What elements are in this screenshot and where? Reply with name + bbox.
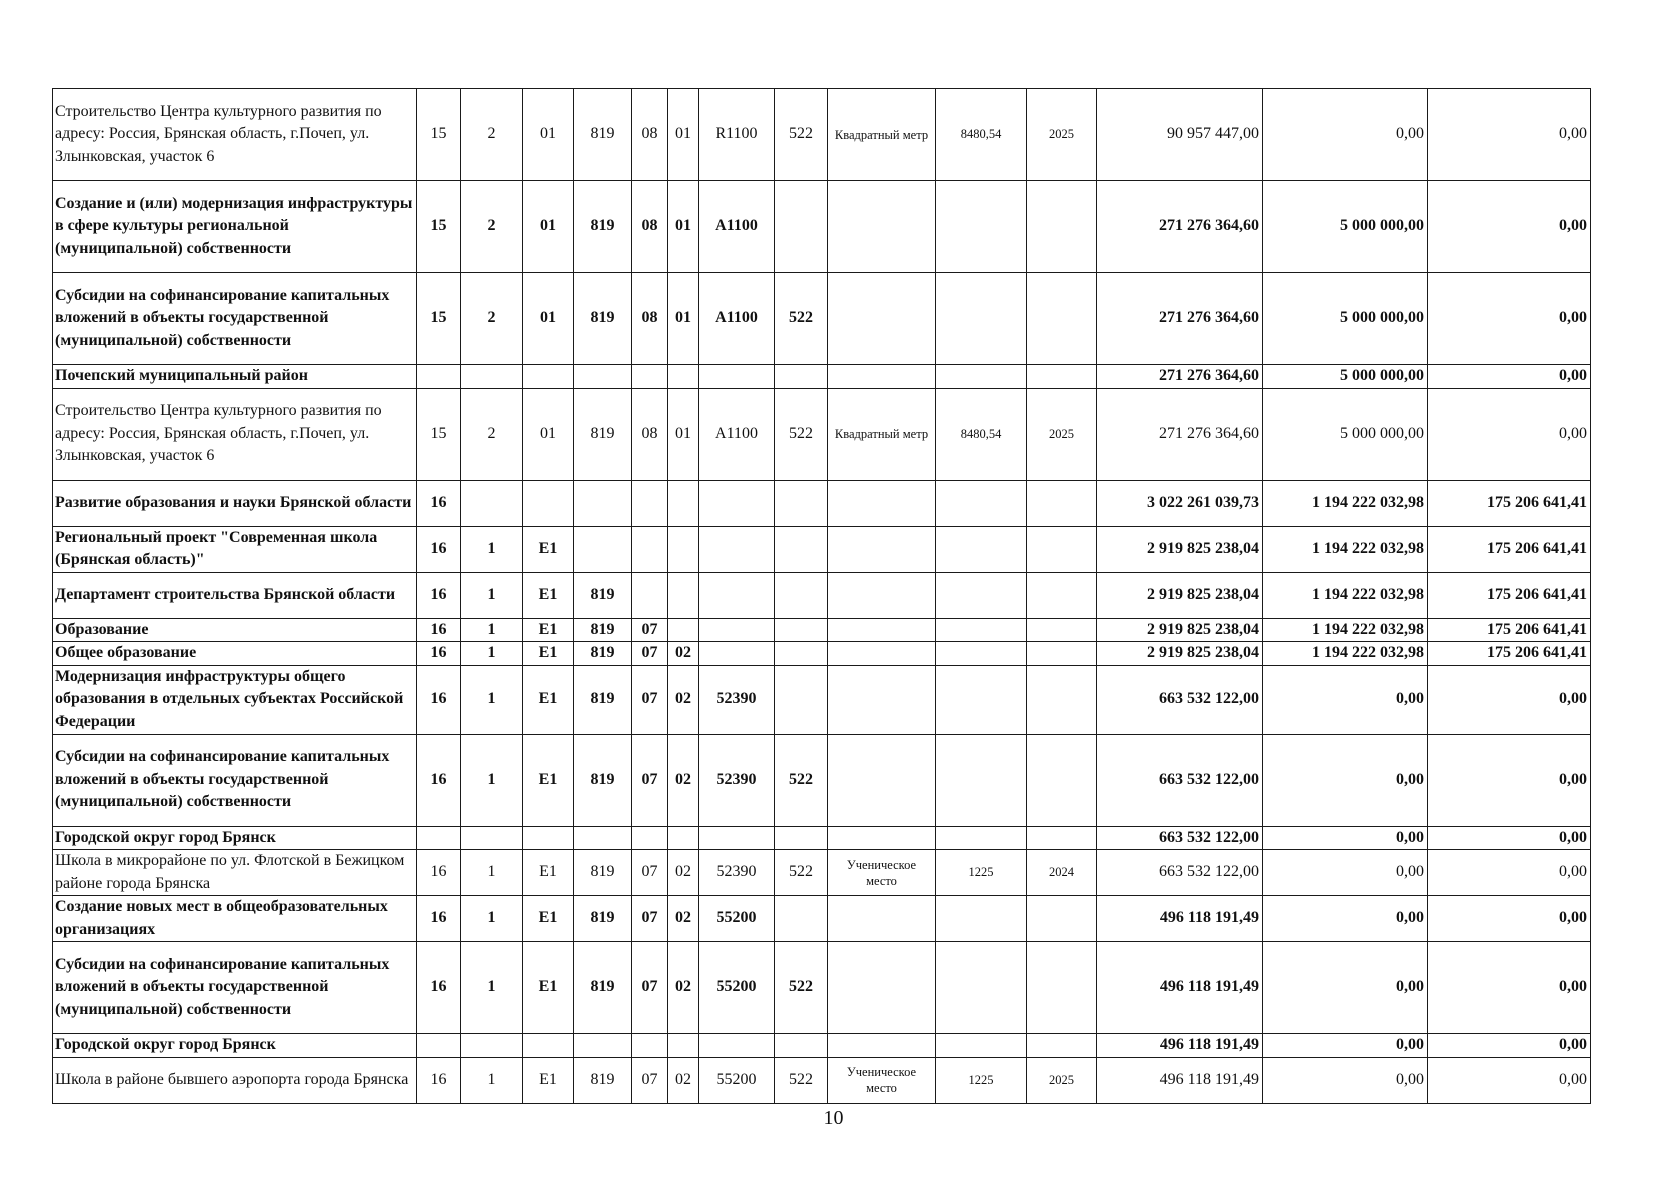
table-row [53, 734, 1591, 826]
cell-program: 16 [417, 665, 461, 734]
cell-rz: 07 [632, 618, 668, 642]
cell-unit [828, 826, 936, 850]
cell-gr: 819 [574, 273, 632, 365]
cell-pr: 01 [668, 388, 699, 480]
cell-sum-3: 0,00 [1428, 826, 1591, 850]
cell-sum-3: 0,00 [1428, 273, 1591, 365]
cell-subprogram: 1 [461, 665, 523, 734]
cell-pr: 02 [668, 1057, 699, 1103]
cell-sum-3: 175 206 641,41 [1428, 526, 1591, 572]
table-row [53, 181, 1591, 273]
cell-year [1027, 1034, 1097, 1058]
cell-subprogram [461, 1034, 523, 1058]
cell-project: E1 [523, 572, 574, 618]
cell-gr [574, 526, 632, 572]
cell-capacity [936, 734, 1027, 826]
cell-rz: 07 [632, 1057, 668, 1103]
cell-rz: 07 [632, 850, 668, 896]
cell-year [1027, 572, 1097, 618]
cell-csr [699, 642, 775, 666]
cell-project: E1 [523, 642, 574, 666]
cell-vr [775, 665, 828, 734]
cell-pr [668, 826, 699, 850]
cell-capacity [936, 665, 1027, 734]
cell-gr [574, 365, 632, 389]
cell-year [1027, 896, 1097, 942]
cell-csr: 55200 [699, 942, 775, 1034]
cell-sum-2: 1 194 222 032,98 [1263, 480, 1428, 526]
cell-vr [775, 826, 828, 850]
cell-sum-3: 0,00 [1428, 1034, 1591, 1058]
cell-vr [775, 480, 828, 526]
cell-subprogram [461, 365, 523, 389]
budget-table [52, 88, 1591, 1104]
cell-sum-3: 0,00 [1428, 388, 1591, 480]
cell-name: Образование [53, 618, 417, 642]
cell-unit [828, 942, 936, 1034]
cell-program: 16 [417, 526, 461, 572]
table-row [53, 826, 1591, 850]
cell-sum-1: 271 276 364,60 [1097, 365, 1263, 389]
cell-sum-2: 0,00 [1263, 896, 1428, 942]
cell-capacity [936, 365, 1027, 389]
cell-gr: 819 [574, 618, 632, 642]
cell-csr [699, 572, 775, 618]
cell-gr: 819 [574, 572, 632, 618]
cell-project: 01 [523, 388, 574, 480]
cell-rz: 07 [632, 942, 668, 1034]
cell-csr [699, 526, 775, 572]
cell-sum-1: 2 919 825 238,04 [1097, 572, 1263, 618]
cell-name: Модернизация инфраструктуры общего образования в отдельных субъектах Российской Федерации [53, 665, 417, 734]
cell-program: 15 [417, 388, 461, 480]
cell-unit: Ученическое место [828, 1057, 936, 1103]
cell-pr [668, 480, 699, 526]
cell-name: Строительство Центра культурного развития по адресу: Россия, Брянская область, г.Почеп, ул. Злынковская, участок 6 [53, 89, 417, 181]
cell-sum-1: 496 118 191,49 [1097, 1057, 1263, 1103]
cell-name: Общее образование [53, 642, 417, 666]
cell-gr [574, 480, 632, 526]
cell-program: 16 [417, 734, 461, 826]
cell-year: 2024 [1027, 850, 1097, 896]
cell-csr [699, 618, 775, 642]
cell-unit: Квадратный метр [828, 89, 936, 181]
cell-unit [828, 365, 936, 389]
cell-rz [632, 526, 668, 572]
cell-sum-3: 0,00 [1428, 896, 1591, 942]
cell-subprogram: 1 [461, 642, 523, 666]
cell-gr: 819 [574, 388, 632, 480]
cell-unit: Ученическое место [828, 850, 936, 896]
cell-pr: 02 [668, 642, 699, 666]
cell-capacity [936, 618, 1027, 642]
cell-sum-1: 90 957 447,00 [1097, 89, 1263, 181]
cell-gr: 819 [574, 642, 632, 666]
table-row [53, 273, 1591, 365]
cell-gr: 819 [574, 734, 632, 826]
cell-unit [828, 665, 936, 734]
cell-name: Школа в микрорайоне по ул. Флотской в Бежицком районе города Брянска [53, 850, 417, 896]
cell-name: Департамент строительства Брянской области [53, 572, 417, 618]
cell-sum-2: 1 194 222 032,98 [1263, 526, 1428, 572]
cell-csr: 55200 [699, 1057, 775, 1103]
cell-program: 15 [417, 273, 461, 365]
cell-year [1027, 665, 1097, 734]
cell-year: 2025 [1027, 89, 1097, 181]
cell-vr: 522 [775, 734, 828, 826]
cell-sum-2: 0,00 [1263, 734, 1428, 826]
cell-year [1027, 734, 1097, 826]
cell-sum-3: 0,00 [1428, 850, 1591, 896]
cell-pr: 01 [668, 89, 699, 181]
cell-unit [828, 273, 936, 365]
cell-subprogram: 1 [461, 942, 523, 1034]
cell-csr [699, 826, 775, 850]
cell-csr [699, 480, 775, 526]
cell-sum-1: 2 919 825 238,04 [1097, 642, 1263, 666]
cell-vr [775, 526, 828, 572]
cell-project: E1 [523, 526, 574, 572]
cell-rz [632, 365, 668, 389]
table-body [53, 89, 1591, 1104]
cell-rz: 07 [632, 642, 668, 666]
cell-sum-1: 3 022 261 039,73 [1097, 480, 1263, 526]
cell-unit [828, 1034, 936, 1058]
cell-capacity: 1225 [936, 850, 1027, 896]
cell-vr [775, 572, 828, 618]
cell-pr: 02 [668, 942, 699, 1034]
cell-pr: 02 [668, 850, 699, 896]
cell-sum-2: 0,00 [1263, 1057, 1428, 1103]
cell-year [1027, 480, 1097, 526]
cell-subprogram [461, 480, 523, 526]
cell-sum-2: 0,00 [1263, 1034, 1428, 1058]
table-row [53, 526, 1591, 572]
cell-program: 16 [417, 572, 461, 618]
table-row [53, 850, 1591, 896]
cell-unit [828, 572, 936, 618]
cell-year [1027, 942, 1097, 1034]
cell-sum-2: 0,00 [1263, 665, 1428, 734]
cell-rz [632, 572, 668, 618]
cell-vr: 522 [775, 89, 828, 181]
cell-subprogram: 2 [461, 89, 523, 181]
table-row [53, 388, 1591, 480]
cell-pr [668, 526, 699, 572]
cell-subprogram: 1 [461, 734, 523, 826]
cell-subprogram [461, 826, 523, 850]
cell-csr [699, 1034, 775, 1058]
cell-rz [632, 1034, 668, 1058]
cell-sum-3: 0,00 [1428, 665, 1591, 734]
cell-capacity [936, 1034, 1027, 1058]
cell-year [1027, 181, 1097, 273]
cell-name: Создание новых мест в общеобразовательных организациях [53, 896, 417, 942]
cell-project: E1 [523, 896, 574, 942]
cell-program: 16 [417, 1057, 461, 1103]
cell-rz: 08 [632, 273, 668, 365]
cell-capacity [936, 273, 1027, 365]
cell-program: 16 [417, 896, 461, 942]
cell-sum-1: 496 118 191,49 [1097, 896, 1263, 942]
cell-sum-1: 496 118 191,49 [1097, 1034, 1263, 1058]
cell-name: Городской округ город Брянск [53, 826, 417, 850]
cell-name: Развитие образования и науки Брянской области [53, 480, 417, 526]
cell-pr: 02 [668, 734, 699, 826]
cell-sum-3: 0,00 [1428, 1057, 1591, 1103]
table-row [53, 942, 1591, 1034]
cell-sum-3: 0,00 [1428, 181, 1591, 273]
cell-sum-2: 1 194 222 032,98 [1263, 572, 1428, 618]
cell-pr [668, 1034, 699, 1058]
cell-sum-2: 5 000 000,00 [1263, 273, 1428, 365]
cell-program: 16 [417, 942, 461, 1034]
cell-sum-3: 175 206 641,41 [1428, 480, 1591, 526]
cell-sum-3: 0,00 [1428, 89, 1591, 181]
table-row [53, 1057, 1591, 1103]
cell-capacity [936, 572, 1027, 618]
cell-pr [668, 618, 699, 642]
cell-sum-2: 0,00 [1263, 826, 1428, 850]
cell-sum-2: 5 000 000,00 [1263, 181, 1428, 273]
cell-sum-1: 2 919 825 238,04 [1097, 618, 1263, 642]
cell-vr: 522 [775, 850, 828, 896]
cell-pr: 01 [668, 273, 699, 365]
cell-name: Субсидии на софинансирование капитальных вложений в объекты государственной (муниципальной) собственности [53, 942, 417, 1034]
cell-capacity [936, 826, 1027, 850]
cell-project [523, 1034, 574, 1058]
cell-program: 15 [417, 181, 461, 273]
cell-program [417, 365, 461, 389]
cell-subprogram: 2 [461, 388, 523, 480]
cell-gr: 819 [574, 89, 632, 181]
cell-gr: 819 [574, 850, 632, 896]
cell-gr [574, 826, 632, 850]
cell-unit: Квадратный метр [828, 388, 936, 480]
cell-project [523, 480, 574, 526]
cell-sum-3: 0,00 [1428, 734, 1591, 826]
cell-sum-1: 663 532 122,00 [1097, 826, 1263, 850]
cell-name: Городской округ город Брянск [53, 1034, 417, 1058]
cell-capacity [936, 896, 1027, 942]
cell-csr: 52390 [699, 665, 775, 734]
cell-name: Региональный проект "Современная школа (Брянская область)" [53, 526, 417, 572]
cell-capacity: 1225 [936, 1057, 1027, 1103]
cell-year [1027, 273, 1097, 365]
cell-project: 01 [523, 89, 574, 181]
cell-project: E1 [523, 850, 574, 896]
cell-rz: 07 [632, 734, 668, 826]
cell-gr: 819 [574, 1057, 632, 1103]
cell-unit [828, 642, 936, 666]
cell-csr: 52390 [699, 734, 775, 826]
cell-year: 2025 [1027, 388, 1097, 480]
cell-unit [828, 181, 936, 273]
cell-sum-3: 0,00 [1428, 365, 1591, 389]
cell-year [1027, 826, 1097, 850]
cell-vr [775, 618, 828, 642]
cell-csr: 52390 [699, 850, 775, 896]
cell-vr [775, 896, 828, 942]
cell-sum-2: 0,00 [1263, 942, 1428, 1034]
cell-name: Школа в районе бывшего аэропорта города Брянска [53, 1057, 417, 1103]
cell-year [1027, 642, 1097, 666]
cell-csr: A1100 [699, 273, 775, 365]
cell-csr [699, 365, 775, 389]
cell-csr: A1100 [699, 181, 775, 273]
cell-pr: 01 [668, 181, 699, 273]
cell-rz: 08 [632, 89, 668, 181]
cell-vr [775, 1034, 828, 1058]
cell-vr: 522 [775, 273, 828, 365]
table-row [53, 572, 1591, 618]
cell-subprogram: 2 [461, 181, 523, 273]
cell-vr: 522 [775, 942, 828, 1034]
page-number: 10 [823, 1107, 844, 1129]
cell-sum-1: 271 276 364,60 [1097, 388, 1263, 480]
cell-capacity [936, 642, 1027, 666]
cell-sum-2: 5 000 000,00 [1263, 365, 1428, 389]
cell-program [417, 826, 461, 850]
table-row [53, 365, 1591, 389]
table-row [53, 896, 1591, 942]
cell-project: 01 [523, 181, 574, 273]
cell-project: E1 [523, 942, 574, 1034]
cell-sum-2: 0,00 [1263, 89, 1428, 181]
cell-capacity [936, 181, 1027, 273]
cell-capacity [936, 942, 1027, 1034]
cell-rz: 08 [632, 181, 668, 273]
cell-rz: 08 [632, 388, 668, 480]
cell-sum-2: 5 000 000,00 [1263, 388, 1428, 480]
cell-capacity: 8480,54 [936, 89, 1027, 181]
cell-gr: 819 [574, 896, 632, 942]
cell-unit [828, 896, 936, 942]
cell-name: Субсидии на софинансирование капитальных вложений в объекты государственной (муниципальной) собственности [53, 273, 417, 365]
cell-vr: 522 [775, 1057, 828, 1103]
cell-project: E1 [523, 1057, 574, 1103]
table-row [53, 480, 1591, 526]
cell-subprogram: 1 [461, 618, 523, 642]
cell-capacity [936, 526, 1027, 572]
cell-pr [668, 572, 699, 618]
cell-rz [632, 826, 668, 850]
cell-pr [668, 365, 699, 389]
cell-gr: 819 [574, 665, 632, 734]
cell-sum-1: 663 532 122,00 [1097, 665, 1263, 734]
cell-subprogram: 2 [461, 273, 523, 365]
cell-rz: 07 [632, 665, 668, 734]
cell-vr [775, 642, 828, 666]
table-row [53, 89, 1591, 181]
cell-sum-1: 2 919 825 238,04 [1097, 526, 1263, 572]
cell-name: Создание и (или) модернизация инфраструктуры в сфере культуры региональной (муниципальной) собственности [53, 181, 417, 273]
cell-sum-1: 663 532 122,00 [1097, 734, 1263, 826]
cell-sum-3: 175 206 641,41 [1428, 642, 1591, 666]
cell-sum-3: 175 206 641,41 [1428, 572, 1591, 618]
cell-sum-2: 1 194 222 032,98 [1263, 618, 1428, 642]
cell-csr: A1100 [699, 388, 775, 480]
cell-project: E1 [523, 665, 574, 734]
cell-gr: 819 [574, 942, 632, 1034]
cell-rz: 07 [632, 896, 668, 942]
cell-capacity: 8480,54 [936, 388, 1027, 480]
cell-pr: 02 [668, 665, 699, 734]
cell-project: 01 [523, 273, 574, 365]
cell-project: E1 [523, 734, 574, 826]
cell-name: Почепский муниципальный район [53, 365, 417, 389]
cell-year [1027, 526, 1097, 572]
cell-subprogram: 1 [461, 526, 523, 572]
cell-gr: 819 [574, 181, 632, 273]
cell-unit [828, 526, 936, 572]
cell-vr: 522 [775, 388, 828, 480]
cell-project [523, 365, 574, 389]
cell-csr: 55200 [699, 896, 775, 942]
cell-gr [574, 1034, 632, 1058]
table-row [53, 642, 1591, 666]
cell-vr [775, 181, 828, 273]
cell-sum-2: 1 194 222 032,98 [1263, 642, 1428, 666]
cell-name: Субсидии на софинансирование капитальных вложений в объекты государственной (муниципальной) собственности [53, 734, 417, 826]
table-row [53, 1034, 1591, 1058]
cell-unit [828, 480, 936, 526]
cell-program: 16 [417, 850, 461, 896]
cell-unit [828, 734, 936, 826]
cell-program: 16 [417, 618, 461, 642]
cell-sum-1: 271 276 364,60 [1097, 273, 1263, 365]
cell-sum-3: 175 206 641,41 [1428, 618, 1591, 642]
cell-year: 2025 [1027, 1057, 1097, 1103]
cell-program [417, 1034, 461, 1058]
cell-program: 16 [417, 480, 461, 526]
table-row [53, 665, 1591, 734]
cell-sum-2: 0,00 [1263, 850, 1428, 896]
cell-vr [775, 365, 828, 389]
cell-year [1027, 365, 1097, 389]
cell-name: Строительство Центра культурного развития по адресу: Россия, Брянская область, г.Почеп, ул. Злынковская, участок 6 [53, 388, 417, 480]
cell-subprogram: 1 [461, 572, 523, 618]
cell-sum-3: 0,00 [1428, 942, 1591, 1034]
cell-csr: R1100 [699, 89, 775, 181]
cell-sum-1: 496 118 191,49 [1097, 942, 1263, 1034]
cell-sum-1: 663 532 122,00 [1097, 850, 1263, 896]
cell-rz [632, 480, 668, 526]
table-row [53, 618, 1591, 642]
cell-program: 15 [417, 89, 461, 181]
cell-year [1027, 618, 1097, 642]
cell-project: E1 [523, 618, 574, 642]
cell-unit [828, 618, 936, 642]
cell-sum-1: 271 276 364,60 [1097, 181, 1263, 273]
cell-program: 16 [417, 642, 461, 666]
cell-subprogram: 1 [461, 896, 523, 942]
cell-subprogram: 1 [461, 1057, 523, 1103]
cell-pr: 02 [668, 896, 699, 942]
cell-capacity [936, 480, 1027, 526]
cell-project [523, 826, 574, 850]
cell-subprogram: 1 [461, 850, 523, 896]
